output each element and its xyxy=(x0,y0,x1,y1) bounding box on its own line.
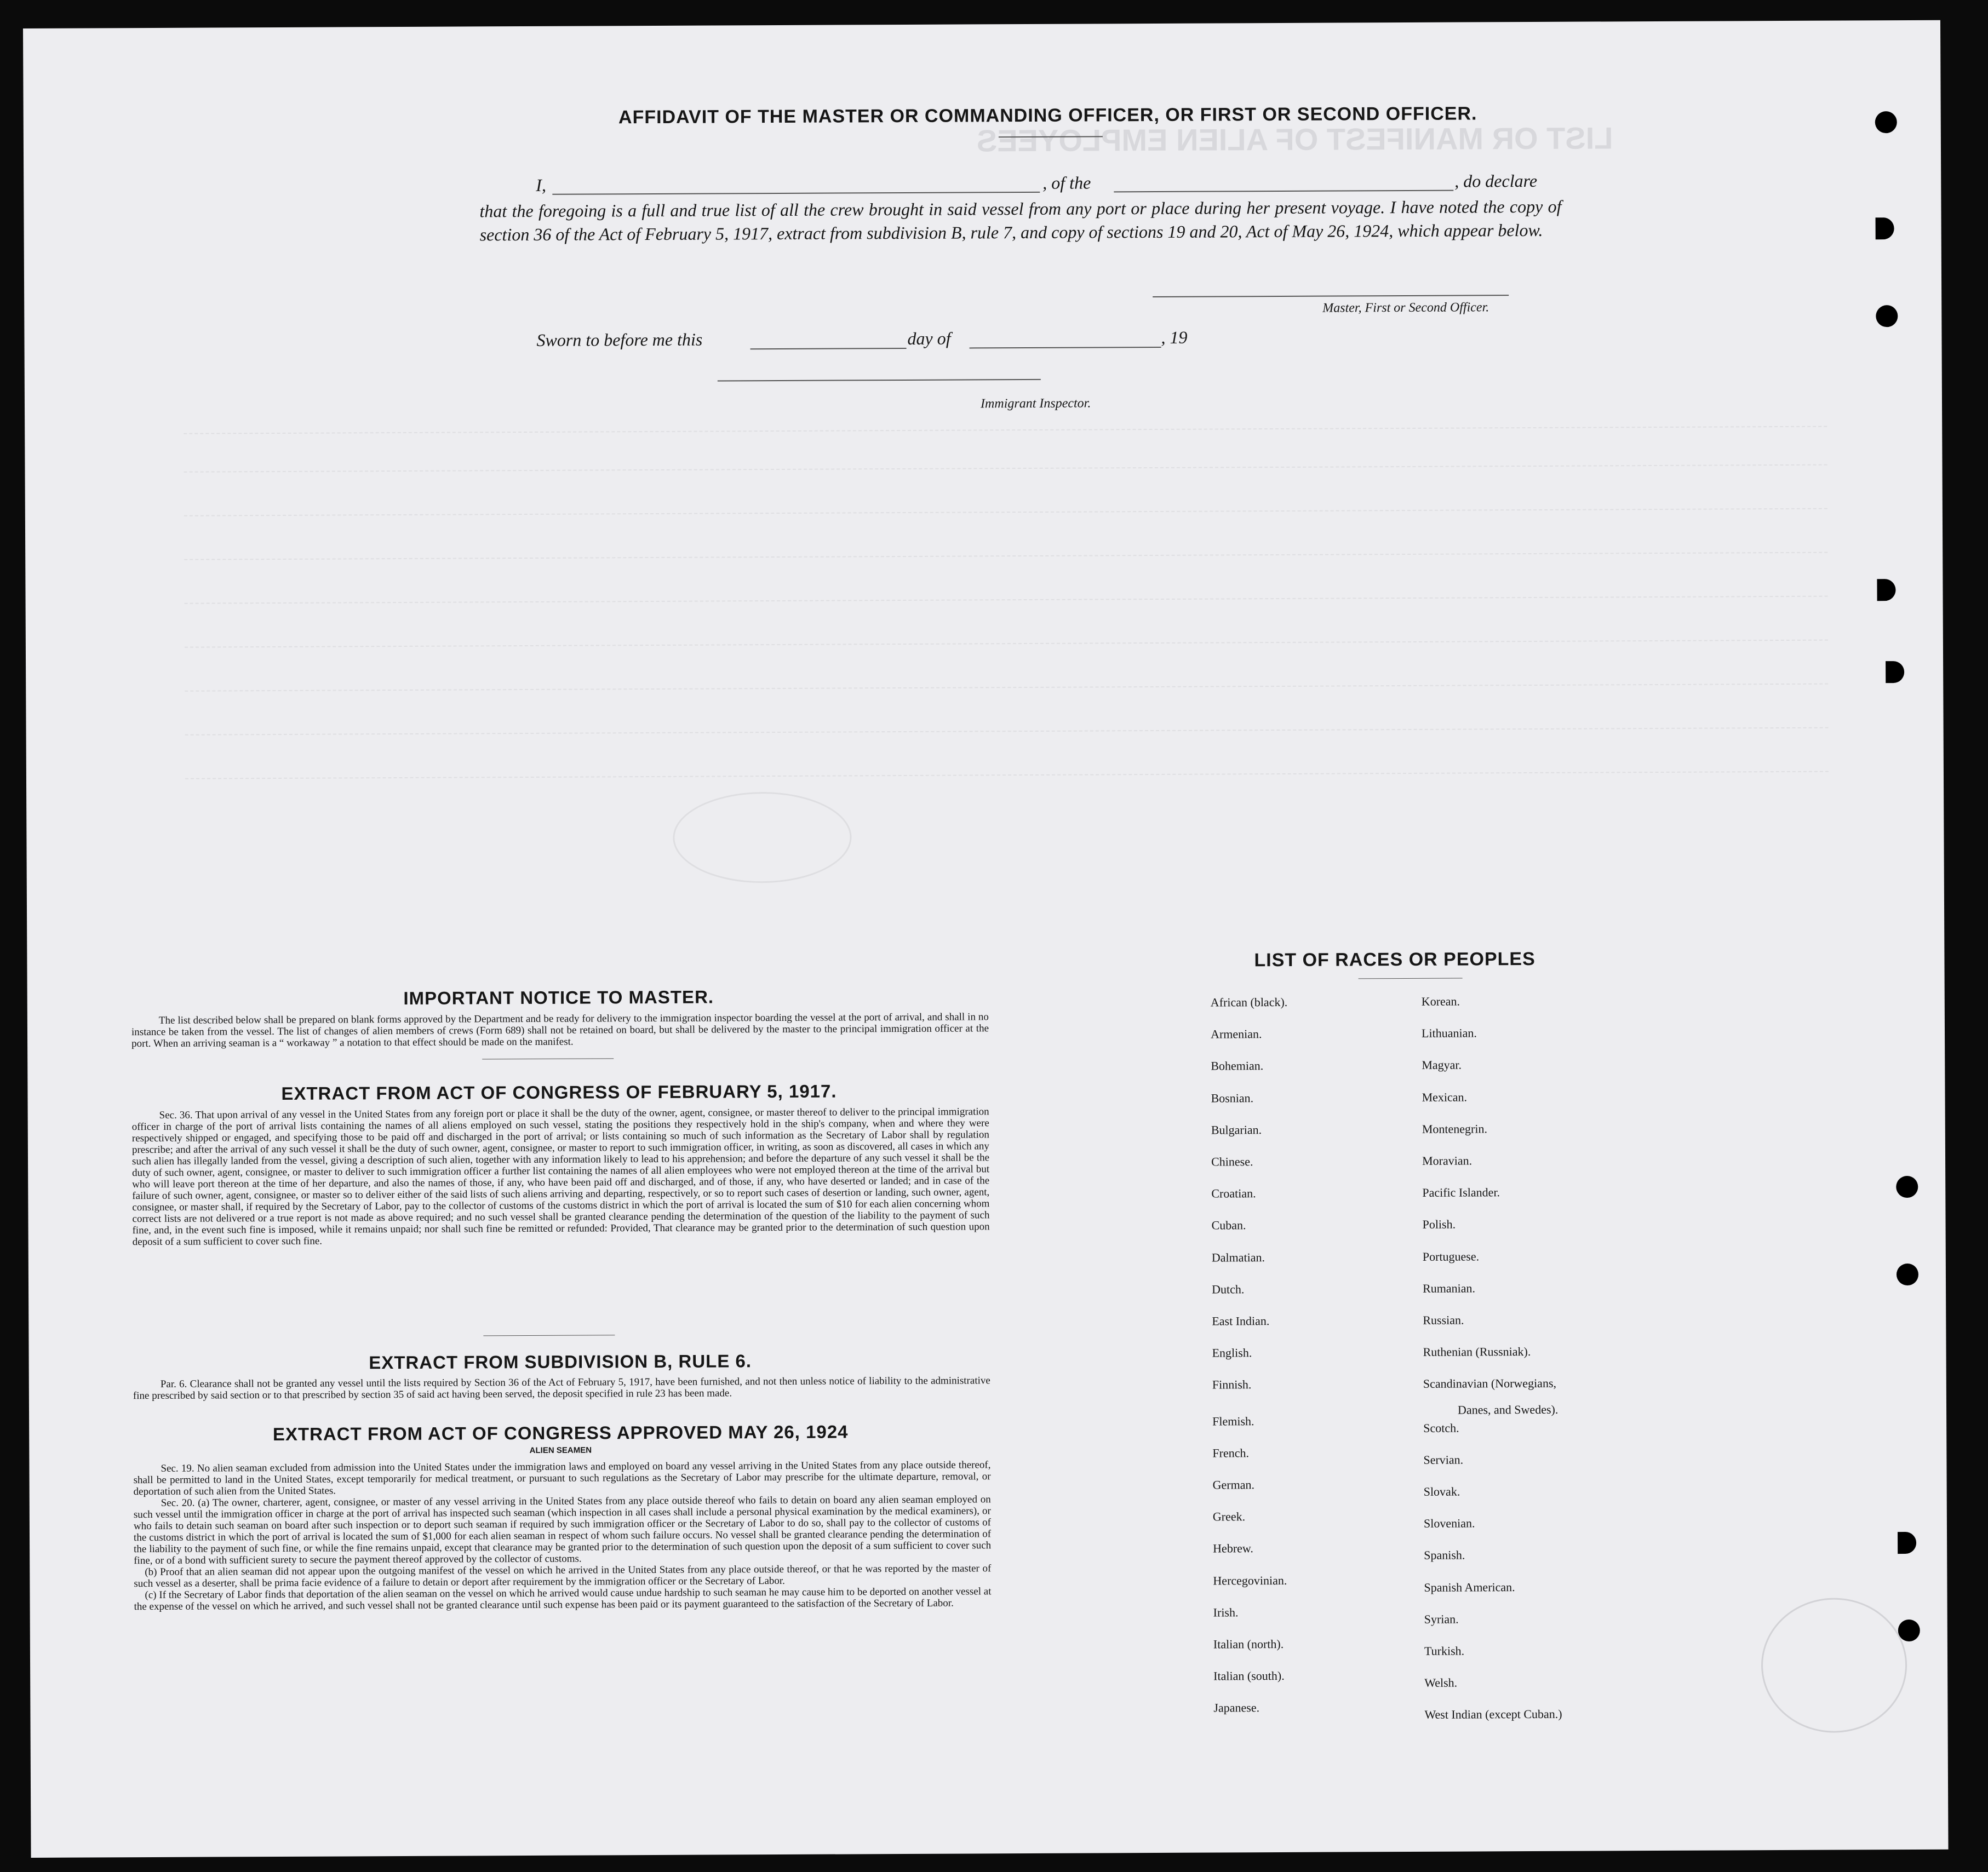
race-item: Magyar. xyxy=(1422,1058,1462,1072)
race-item: West Indian (except Cuban.) xyxy=(1424,1707,1562,1722)
race-item: Dalmatian. xyxy=(1211,1250,1265,1265)
race-item: Welsh. xyxy=(1424,1675,1458,1690)
inspector-label: Immigrant Inspector. xyxy=(980,396,1091,411)
race-item: French. xyxy=(1212,1446,1250,1460)
race-item: Korean. xyxy=(1421,994,1460,1008)
sec20c-text: (c) If the Secretary of Labor finds that deportation of the alien seaman on the vessel on which he arrived would cause undue hardship to such seaman he may cause him to be deported on another vessel at the expense of the vessel on which he arrived, and such vessel shall not be granted clearance until such expense has been paid or its payment guaranteed to the satisfaction of the Secretary of Labor. xyxy=(134,1586,992,1613)
race-item: Italian (north). xyxy=(1213,1636,1284,1651)
extract-1917-text: Sec. 36. That upon arrival of any vessel in the United States from any foreign port or place it shall be the duty of the owner, agent, consignee, or master thereof to deliver to the principal immigration officer in charge of the port of arrival lists containing the names of all aliens employed on such vessel, stating the positions they respectively hold in the ship's company, when and where they were respectively shipped or engaged, and specifying those to be paid off and discharged in the port of arrival; or lists containing so much of such information as the Secretary of Labor shall by regulation prescribe; and after the arrival of any such vessel it shall be the duty of such owner, agent, consignee, or master to report to such immigration officer, in writing, as soon as discovered, all cases in which any such alien has illegally landed from the vessel, giving a description of such alien, together with any information likely to lead to his apprehension; and before the departure of any such vessel it shall be the duty of such owner, agent, consignee, or master to deliver to such immigration officer a further list containing the names of all alien employees who were not employed thereon at the time of the arrival but who will leave port thereon at the time of her departure, and also the names of those, if any, who have been paid off and discharged, and of those, if any, who have deserted or landed; and in case of the failure of such owner, agent, consignee, or master so to deliver either of the said lists of such aliens arriving and departing, respectively, or so to report such cases of desertion or landing, such owner, agent, consignee, or master shall, if required by the Secretary of Labor, pay to the collector of customs of the customs district in which the port of arrival is located the sum of $10 for each alien concerning whom correct lists are not delivered or a true report is not made as above required; and no such vessel shall be granted clearance pending the determination of the question of the liability to the payment of such fine, and, in the event such fine is imposed, while it remains unpaid; nor shall such fine be remitted or refunded: Provided, That clearance may be granted prior to the determination of such question upon deposit of a sum sufficient to cover such fine. xyxy=(131,1106,990,1248)
race-item-continuation: Danes, and Swedes). xyxy=(1457,1402,1559,1417)
race-item: Hercegovinian. xyxy=(1213,1573,1287,1588)
race-item: Pacific Islander. xyxy=(1422,1185,1500,1200)
sec19-text: Sec. 19. No alien seaman excluded from admission into the United States under the immigration laws and employed on board any vessel arriving in the United States from any place outside thereof, shall be permitted to land in the United States, except temporarily for medical treatment, or pursuant to such regulations as the Secretary of Labor may prescribe for the ultimate departure, removal, or deportation of such alien from the United States. xyxy=(133,1459,991,1498)
punch-hole xyxy=(1876,217,1894,239)
extract-1924-title: EXTRACT FROM ACT OF CONGRESS APPROVED MAY 26, 1924 xyxy=(272,1421,849,1445)
race-item: Cuban. xyxy=(1211,1218,1246,1232)
race-item: Flemish. xyxy=(1212,1414,1254,1428)
affidavit-of-the: , of the xyxy=(1042,173,1091,193)
race-item: Greek. xyxy=(1212,1509,1246,1524)
race-item: Dutch. xyxy=(1212,1282,1245,1296)
punch-hole xyxy=(1897,1264,1918,1285)
sworn-text: Sworn to before me this xyxy=(536,329,703,350)
master-label: Master, First or Second Officer. xyxy=(1322,300,1489,315)
divider xyxy=(483,1335,615,1336)
race-item: Polish. xyxy=(1422,1218,1456,1232)
punch-hole xyxy=(1875,111,1897,133)
race-item: Mexican. xyxy=(1422,1090,1468,1104)
punch-hole xyxy=(1898,1532,1916,1554)
race-item: Japanese. xyxy=(1213,1701,1260,1715)
race-item: Chinese. xyxy=(1211,1155,1253,1169)
race-item: Croatian. xyxy=(1211,1186,1256,1201)
race-item: Irish. xyxy=(1213,1605,1239,1620)
sec20b-text: (b) Proof that an alien seaman did not appear upon the outgoing manifest of the vessel on which he arrived in the United States from any place outside thereof, or that he was reported by the master of such vessel as a deserter, shall be prima facie evidence of a failure to detain or deport after requirement by the immigration officer or the Secretary of Labor. xyxy=(134,1563,992,1590)
race-item: Slovenian. xyxy=(1423,1516,1475,1531)
race-item: Moravian. xyxy=(1422,1153,1473,1168)
races-title: LIST OF RACES OR PEOPLES xyxy=(1254,948,1536,971)
race-item: Syrian. xyxy=(1424,1612,1459,1626)
punch-hole xyxy=(1877,579,1895,601)
race-item: Portuguese. xyxy=(1422,1249,1480,1264)
race-item: Italian (south). xyxy=(1213,1669,1285,1683)
race-item: Spanish. xyxy=(1424,1548,1465,1563)
race-item: Armenian. xyxy=(1210,1027,1262,1041)
race-item: Turkish. xyxy=(1424,1644,1465,1658)
bleed-through: LIST OR MANIFEST OF ALIEN EMPLOYEES xyxy=(100,102,1857,877)
affidavit-title: AFFIDAVIT OF THE MASTER OR COMMANDING OFFICER, OR FIRST OR SECOND OFFICER. xyxy=(618,103,1477,128)
race-item: Montenegrin. xyxy=(1422,1122,1488,1136)
race-item: Bohemian. xyxy=(1211,1059,1264,1073)
year-text: , 19 xyxy=(1161,327,1188,347)
affidavit-line-i: I, xyxy=(536,175,546,195)
divider xyxy=(1359,978,1463,979)
affidavit-do-declare: , do declare xyxy=(1454,170,1538,191)
race-item: Slovak. xyxy=(1423,1484,1460,1498)
race-item: German. xyxy=(1212,1478,1255,1492)
faint-stamp xyxy=(1761,1598,1907,1733)
notice-text: The list described below shall be prepared on blank forms approved by the Department and be ready for delivery to the immigration inspector boarding the vessel at the port of arrival, and shall in no instance be taken from the vessel. The list of changes of alien members of crews (Form 689) shall not be retained on board, but shall be delivered by the master to the principal immigration officer at the port. When an arriving seaman is a “ workaway ” a notation to that effect should be made on the manifest. xyxy=(131,1011,989,1050)
notice-title: IMPORTANT NOTICE TO MASTER. xyxy=(403,986,714,1008)
race-item: Russian. xyxy=(1423,1313,1464,1327)
race-item: Lithuanian. xyxy=(1421,1026,1477,1041)
race-item: Spanish American. xyxy=(1424,1580,1515,1594)
race-item: Scotch. xyxy=(1423,1421,1459,1435)
rule6-title: EXTRACT FROM SUBDIVISION B, RULE 6. xyxy=(369,1351,752,1373)
race-item: Hebrew. xyxy=(1213,1541,1253,1555)
sec20a-text: Sec. 20. (a) The owner, charterer, agent, consignee, or master of any vessel arriving in the United States from any place outside thereof who fails to detain on board any alien seaman employed on such vessel until the immigration officer in charge at the port of arrival has inspected such seaman (which inspection in all cases shall include a personal physical examination by the medical examiners), or who fails to detain such seaman on board after such inspection or to deport such seaman if required by such immigration officer or the Secretary of Labor to do so, shall pay to the collector of customs of the customs district in which the port of arrival is located the sum of $1,000 for each alien seaman in respect of whom such failure occurs. No vessel shall be granted clearance pending the determination of the liability to the payment of such fine, or while the fine remains unpaid, except that clearance may be granted prior to the determination of such question upon the deposit of a sum sufficient to cover such fine, or of a bond with sufficient surety to secure the payment thereof approved by the collector of customs. xyxy=(133,1494,992,1567)
race-item: Scandinavian (Norwegians, xyxy=(1423,1376,1557,1391)
day-of-text: day of xyxy=(907,328,951,348)
race-item: Finnish. xyxy=(1212,1377,1252,1392)
extract-1924-text xyxy=(133,1459,991,1612)
affidavit-body: that the foregoing is a full and true list of all the crew brought in said vessel from any port or place during her present voyage. I have noted the copy of section 36 of the Act of February 5, 1917, extract from subdivision B, rule 7, and copy of sections 19 and 20, Act of May 26, 1924, which appear below. xyxy=(479,196,1562,245)
rule6-text: Par. 6. Clearance shall not be granted any vessel until the lists required by Section 36 of the Act of February 5, 1917, have been furnished, and not then unless notice of liability to the administrative fine prescribed by said section or to that prescribed by section 35 of said act having been served, the deposit specified in rule 23 has been made. xyxy=(133,1375,990,1402)
race-item: East Indian. xyxy=(1212,1314,1270,1328)
race-item: Ruthenian (Russniak). xyxy=(1423,1345,1531,1359)
manifest-page xyxy=(23,20,1949,1858)
race-item: Bulgarian. xyxy=(1211,1122,1262,1137)
race-item: Rumanian. xyxy=(1423,1281,1476,1295)
extract-1917-title: EXTRACT FROM ACT OF CONGRESS OF FEBRUARY 5, 1917. xyxy=(281,1081,837,1104)
punch-hole xyxy=(1898,1620,1920,1641)
race-item: English. xyxy=(1212,1346,1252,1360)
extract-1924-subtitle: ALIEN SEAMEN xyxy=(529,1445,592,1455)
punch-hole xyxy=(1896,1176,1918,1198)
race-item: Bosnian. xyxy=(1211,1090,1254,1105)
race-item: Servian. xyxy=(1423,1452,1464,1467)
punch-hole xyxy=(1876,305,1898,327)
race-item: African (black). xyxy=(1210,995,1288,1009)
divider xyxy=(482,1058,614,1059)
punch-hole xyxy=(1886,661,1904,683)
